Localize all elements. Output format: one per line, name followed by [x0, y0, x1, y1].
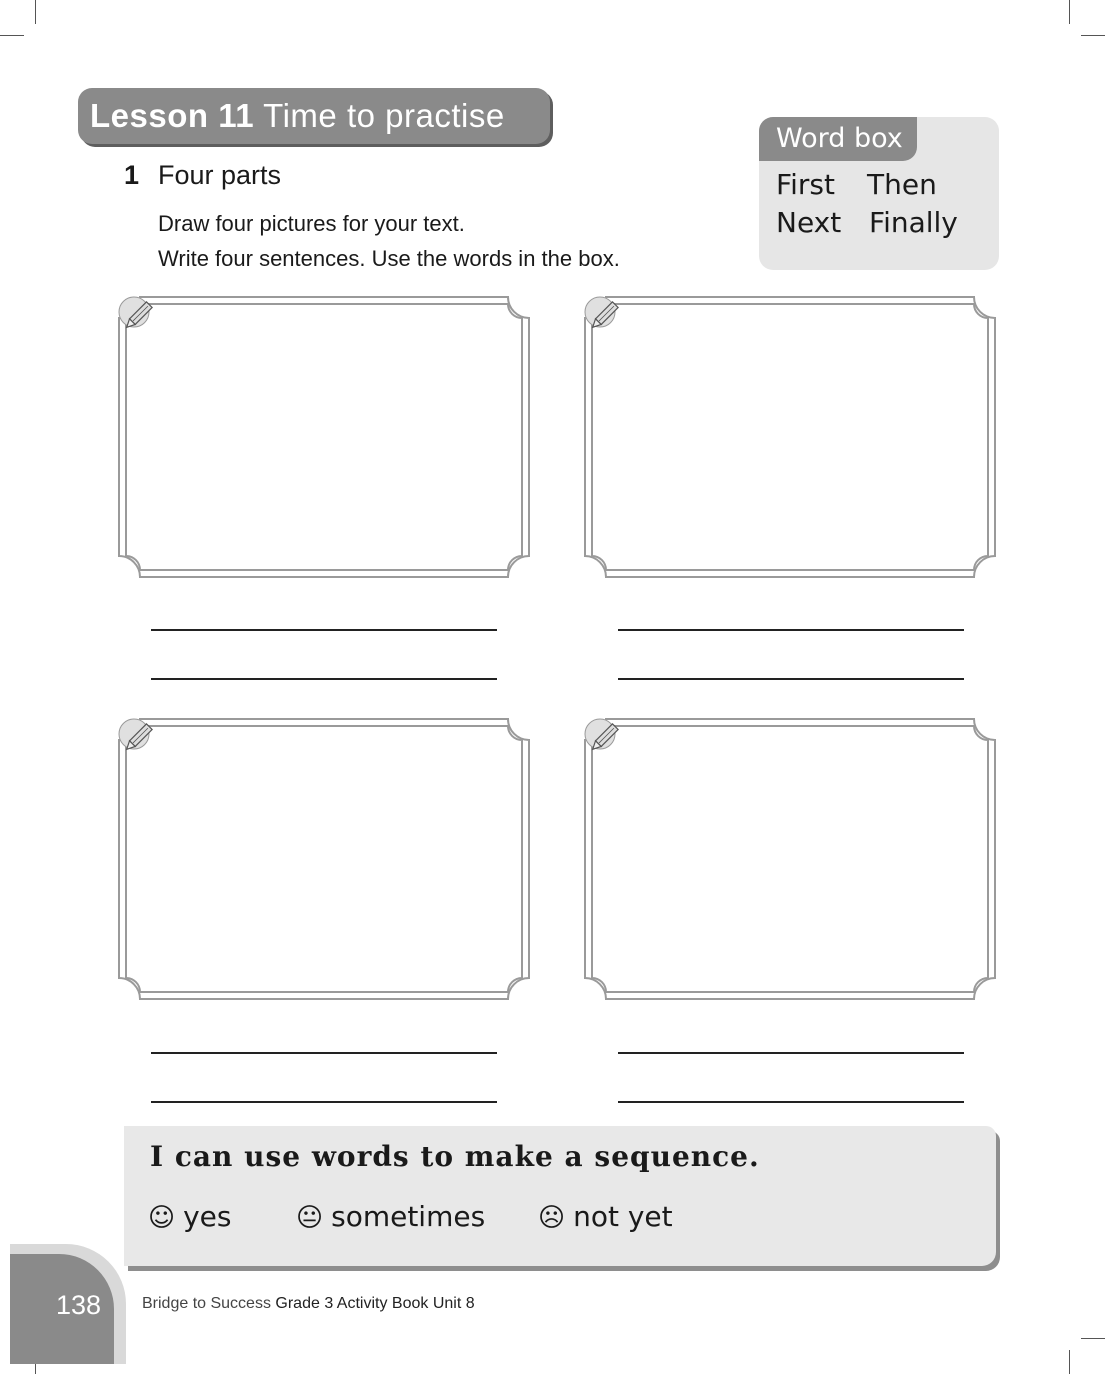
- drawing-frame-2[interactable]: [584, 296, 996, 578]
- writing-line[interactable]: [151, 1052, 497, 1054]
- writing-line[interactable]: [151, 1101, 497, 1103]
- writing-line[interactable]: [618, 629, 964, 631]
- writing-line[interactable]: [151, 629, 497, 631]
- footer-series: Bridge to Success: [142, 1295, 271, 1312]
- footer-text: [142, 1295, 475, 1313]
- crop-mark: [1069, 1350, 1070, 1374]
- option-sometimes[interactable]: [296, 1200, 485, 1233]
- writing-line[interactable]: [618, 678, 964, 680]
- crop-mark: [0, 35, 24, 36]
- smile-face-icon: ☺: [148, 1203, 176, 1233]
- frame-border: [584, 296, 996, 578]
- writing-line[interactable]: [618, 1052, 964, 1054]
- drawing-frame-1[interactable]: [118, 296, 530, 578]
- crop-mark: [1081, 35, 1105, 36]
- word-then: Then: [867, 168, 937, 201]
- page-number: 138: [56, 1290, 102, 1320]
- frame-border: [118, 296, 530, 578]
- exercise-number: 1: [124, 160, 140, 190]
- footer-book: Grade 3 Activity Book Unit 8: [275, 1295, 475, 1312]
- word-box-title: Word box: [759, 117, 917, 161]
- drawing-frame-4[interactable]: [584, 718, 996, 1000]
- crop-mark: [35, 0, 36, 24]
- pencil-icon: [118, 718, 158, 758]
- crop-mark: [1069, 0, 1070, 24]
- pencil-icon: [584, 296, 624, 336]
- word-box: [759, 117, 999, 270]
- option-not-yet[interactable]: [538, 1200, 673, 1233]
- word-first: First: [776, 168, 835, 201]
- option-label: yes: [183, 1200, 232, 1233]
- lesson-title: Time to practise: [263, 97, 505, 134]
- pencil-icon: [118, 296, 158, 336]
- word-next: Next: [776, 206, 842, 239]
- instruction-line: Write four sentences. Use the words in the box.: [158, 246, 620, 271]
- lesson-title-bar: [78, 88, 550, 144]
- writing-line[interactable]: [618, 1101, 964, 1103]
- crop-mark: [1081, 1338, 1105, 1339]
- option-yes[interactable]: [148, 1200, 232, 1233]
- frame-border: [118, 718, 530, 1000]
- word-finally: Finally: [869, 206, 958, 239]
- writing-line[interactable]: [151, 678, 497, 680]
- sad-face-icon: ☹: [538, 1203, 566, 1233]
- drawing-frame-3[interactable]: [118, 718, 530, 1000]
- option-label: not yet: [573, 1200, 673, 1233]
- lesson-label: Lesson 11: [90, 97, 255, 134]
- self-check-box: [124, 1126, 996, 1266]
- option-label: sometimes: [331, 1200, 486, 1233]
- frame-border: [584, 718, 996, 1000]
- instruction-line: Draw four pictures for your text.: [158, 211, 465, 236]
- pencil-icon: [584, 718, 624, 758]
- neutral-face-icon: 😐︎: [296, 1203, 324, 1233]
- exercise-title: Four parts: [158, 160, 282, 190]
- self-check-statement: I can use words to make a sequence.: [150, 1140, 760, 1173]
